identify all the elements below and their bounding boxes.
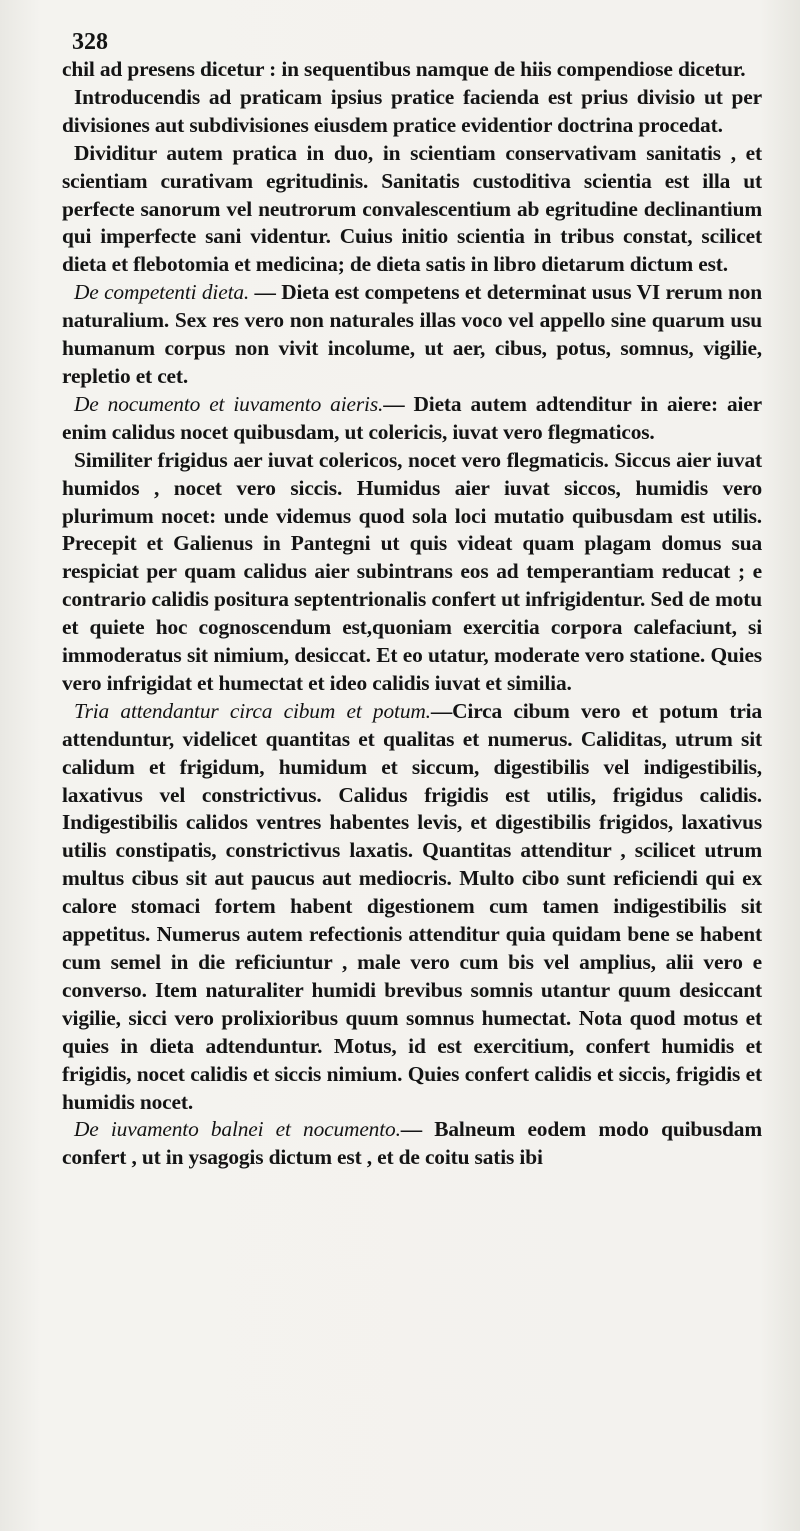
paragraph [62, 140, 762, 280]
section-heading: De iuvamento balnei et nocumento. [74, 1117, 401, 1142]
paragraph-text: —Circa cibum vero et potum tria attenduntur, videlicet quantitas et qualitas et numerus. Caliditas, utrum sit calidum et frigidum, humidum et siccum, digestibilis vel indigestibilis, laxativus vel constrictivus. Calidus frigidis est utilis, frigidus calidis. Indigestibilis calidos ventres habentes levis, et digestibilis frigidos, laxativus utilis constipatis, constrictivus laxatis. Quantitas attenditur , scilicet utrum multus cibus sit aut paucus aut mediocris. Multo cibo sunt reficiendi qui ex calore stomaci fortem habent digestionem cum tamen indigestibilis sit appetitus. Numerus autem refectionis attenditur quia quidam bene se habent cum semel in die reficiuntur , male vero cum bis vel amplius, alii vero e converso. Item naturaliter humidi brevibus somnis utantur quum desiccant vigilie, sicci vero prolixioribus quum somnus humectat. Nota quod motus et quies in dieta adtenduntur. Motus, id est exercitium, confert humidis et frigidis, nocet calidis et siccis nimium. Quies confert calidis et siccis, frigidis et humidis nocet. [62, 698, 762, 1114]
paragraph [62, 391, 762, 447]
paragraph-text: Similiter frigidus aer iuvat colericos, nocet vero flegmaticis. Siccus aier iuvat humidos , nocet vero siccis. Humidus aier iuvat siccos, humidis vero plurimum nocet: unde videmus quod sola loci mutatio quibusdam est utilis. Precepit et Galienus in Pantegni ut quis videat quam plagam domus sua respiciat per quam calidus aier subintrans eos ad temperantiam reducat ; e contrario calidis positura septentrionalis confert ut infrigidentur. Sed de motu et quiete hoc cognoscendum est,quoniam exercitia corpora calefaciunt, si immoderatus sit nimium, desiccat. Et eo utatur, moderate vero statione. Quies vero infrigidat et humectat et ideo calidis iuvat et similia. [62, 447, 762, 695]
section-heading: De nocumento et iuvamento aieris. [74, 391, 384, 416]
paragraph [62, 279, 762, 391]
section-heading: De competenti dieta. [74, 280, 250, 305]
paragraph [62, 56, 762, 84]
paragraph-text: Dividitur autem pratica in duo, in scientiam conservativam sanitatis , et scientiam curativam egritudinis. Sanitatis custoditiva scientia est illa ut perfecte sanorum vel neutrorum convalescentium ab egritudine declinantium qui imperfecte sani videntur. Cuius initio scientia in tribus constat, scilicet dieta et flebotomia et medicina; de dieta satis in libro dietarum dictum est. [62, 140, 762, 277]
section-heading: Tria attendantur circa cibum et potum. [74, 698, 431, 723]
paragraph-text: Introducendis ad praticam ipsius pratice facienda est prius divisio ut per divisiones aut subdivisiones eiusdem pratice evidentior doctrina procedat. [62, 84, 762, 137]
paragraph [62, 447, 762, 698]
text-body [62, 56, 762, 1172]
paragraph-text: — Dieta est competens et determinat usus VI rerum non naturalium. Sex res vero non naturales illas voco vel appello sine quarum usu humanum corpus non vivit incolume, ut aer, cibus, potus, somnus, vigilie, repletio et cet. [62, 280, 762, 388]
paragraph [62, 84, 762, 140]
page-number: 328 [72, 29, 108, 55]
paragraph-text: chil ad presens dicetur : in sequentibus namque de hiis compendiose dicetur. [62, 57, 746, 81]
paragraph-text: — Dieta autem adtenditur in aiere: aier enim calidus nocet quibusdam, ut colericis, iuvat vero flegmaticos. [62, 391, 762, 444]
paragraph-text: — Balneum eodem modo quibusdam confert , ut in ysagogis dictum est , et de coitu satis ibi [62, 1117, 762, 1170]
paragraph [62, 698, 762, 1117]
paragraph [62, 1116, 762, 1172]
